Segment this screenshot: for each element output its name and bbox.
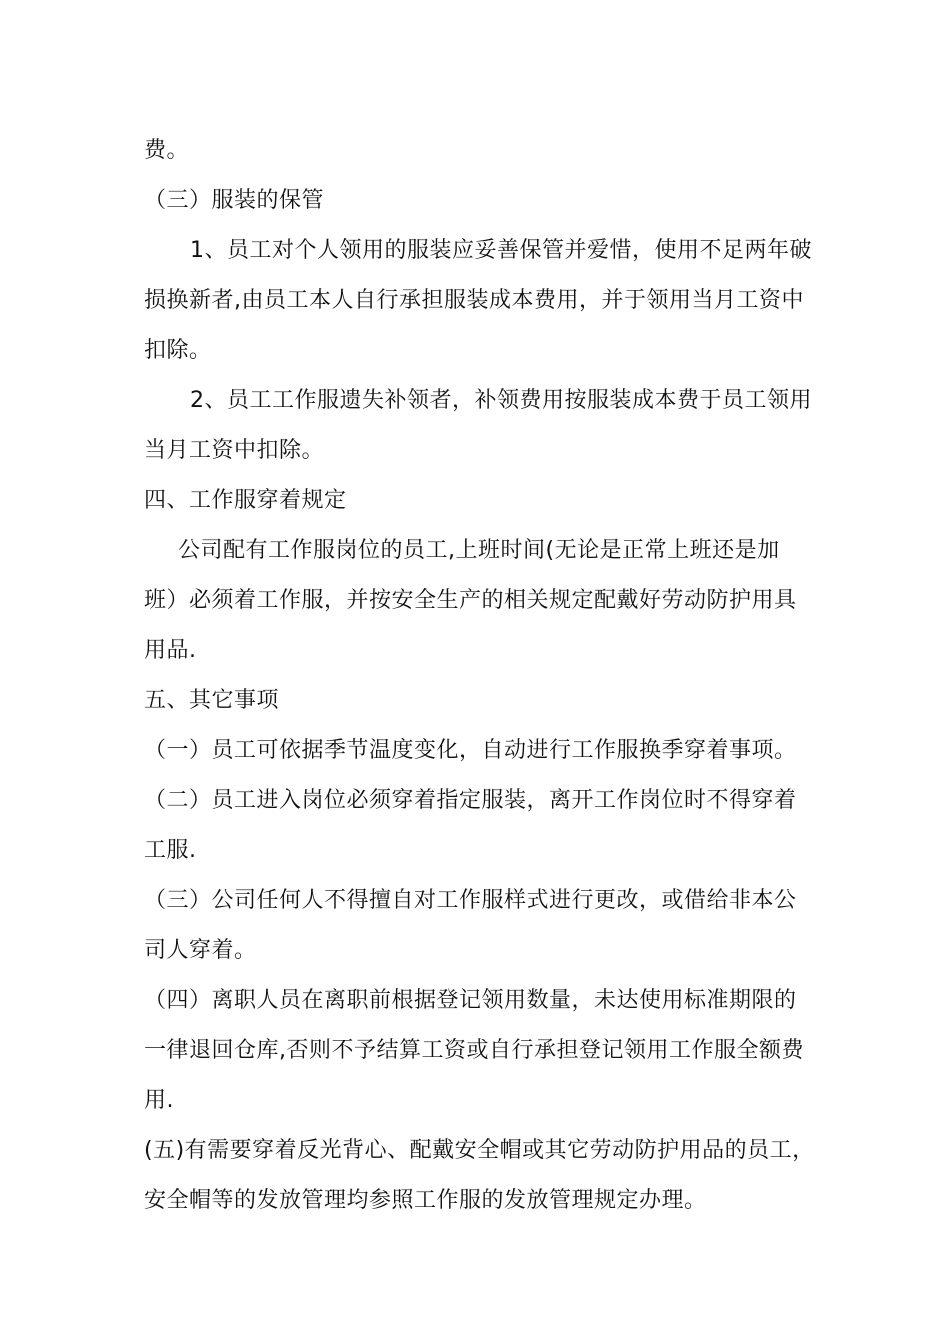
text-line: （四）离职人员在离职前根据登记领用数量，未达使用标准期限的: [144, 988, 797, 1013]
section-heading: 四、工作服穿着规定: [144, 488, 347, 513]
section-heading: （三）服装的保管: [144, 188, 325, 213]
text-line: 安全帽等的发放管理均参照工作服的发放管理规定办理。: [144, 1188, 707, 1213]
text-line: 司人穿着。: [144, 938, 257, 963]
text-line: 1、员工对个人领用的服装应妥善保管并爱惜，使用不足两年破: [190, 238, 812, 263]
text-line: 2、员工工作服遗失补领者，补领费用按服装成本费于员工领用: [190, 388, 812, 413]
text-line: 费。: [144, 138, 190, 163]
text-line: 当月工资中扣除。: [144, 438, 325, 463]
text-line: 扣除。: [144, 338, 212, 363]
text-line: 公司配有工作服岗位的员工,上班时间(无论是正常上班还是加: [178, 538, 780, 563]
text-line: 用.: [144, 1088, 174, 1113]
text-line: 损换新者,由员工本人自行承担服装成本费用，并于领用当月工资中: [144, 288, 804, 313]
text-line: （三）公司任何人不得擅自对工作服样式进行更改，或借给非本公: [144, 888, 797, 913]
text-line: 班）必须着工作服，并按安全生产的相关规定配戴好劳动防护用具: [144, 588, 797, 613]
section-heading: 五、其它事项: [144, 688, 280, 713]
text-line: 工服.: [144, 838, 197, 863]
text-line: （二）员工进入岗位必须穿着指定服装，离开工作岗位时不得穿着: [144, 788, 797, 813]
text-line: 一律退回仓库,否则不予结算工资或自行承担登记领用工作服全额费: [144, 1038, 804, 1063]
text-line: （一）员工可依据季节温度变化，自动进行工作服换季穿着事项。: [144, 738, 797, 763]
text-line: (五)有需要穿着反光背心、配戴安全帽或其它劳动防护用品的员工，: [144, 1138, 815, 1163]
text-line: 用品.: [144, 638, 197, 663]
